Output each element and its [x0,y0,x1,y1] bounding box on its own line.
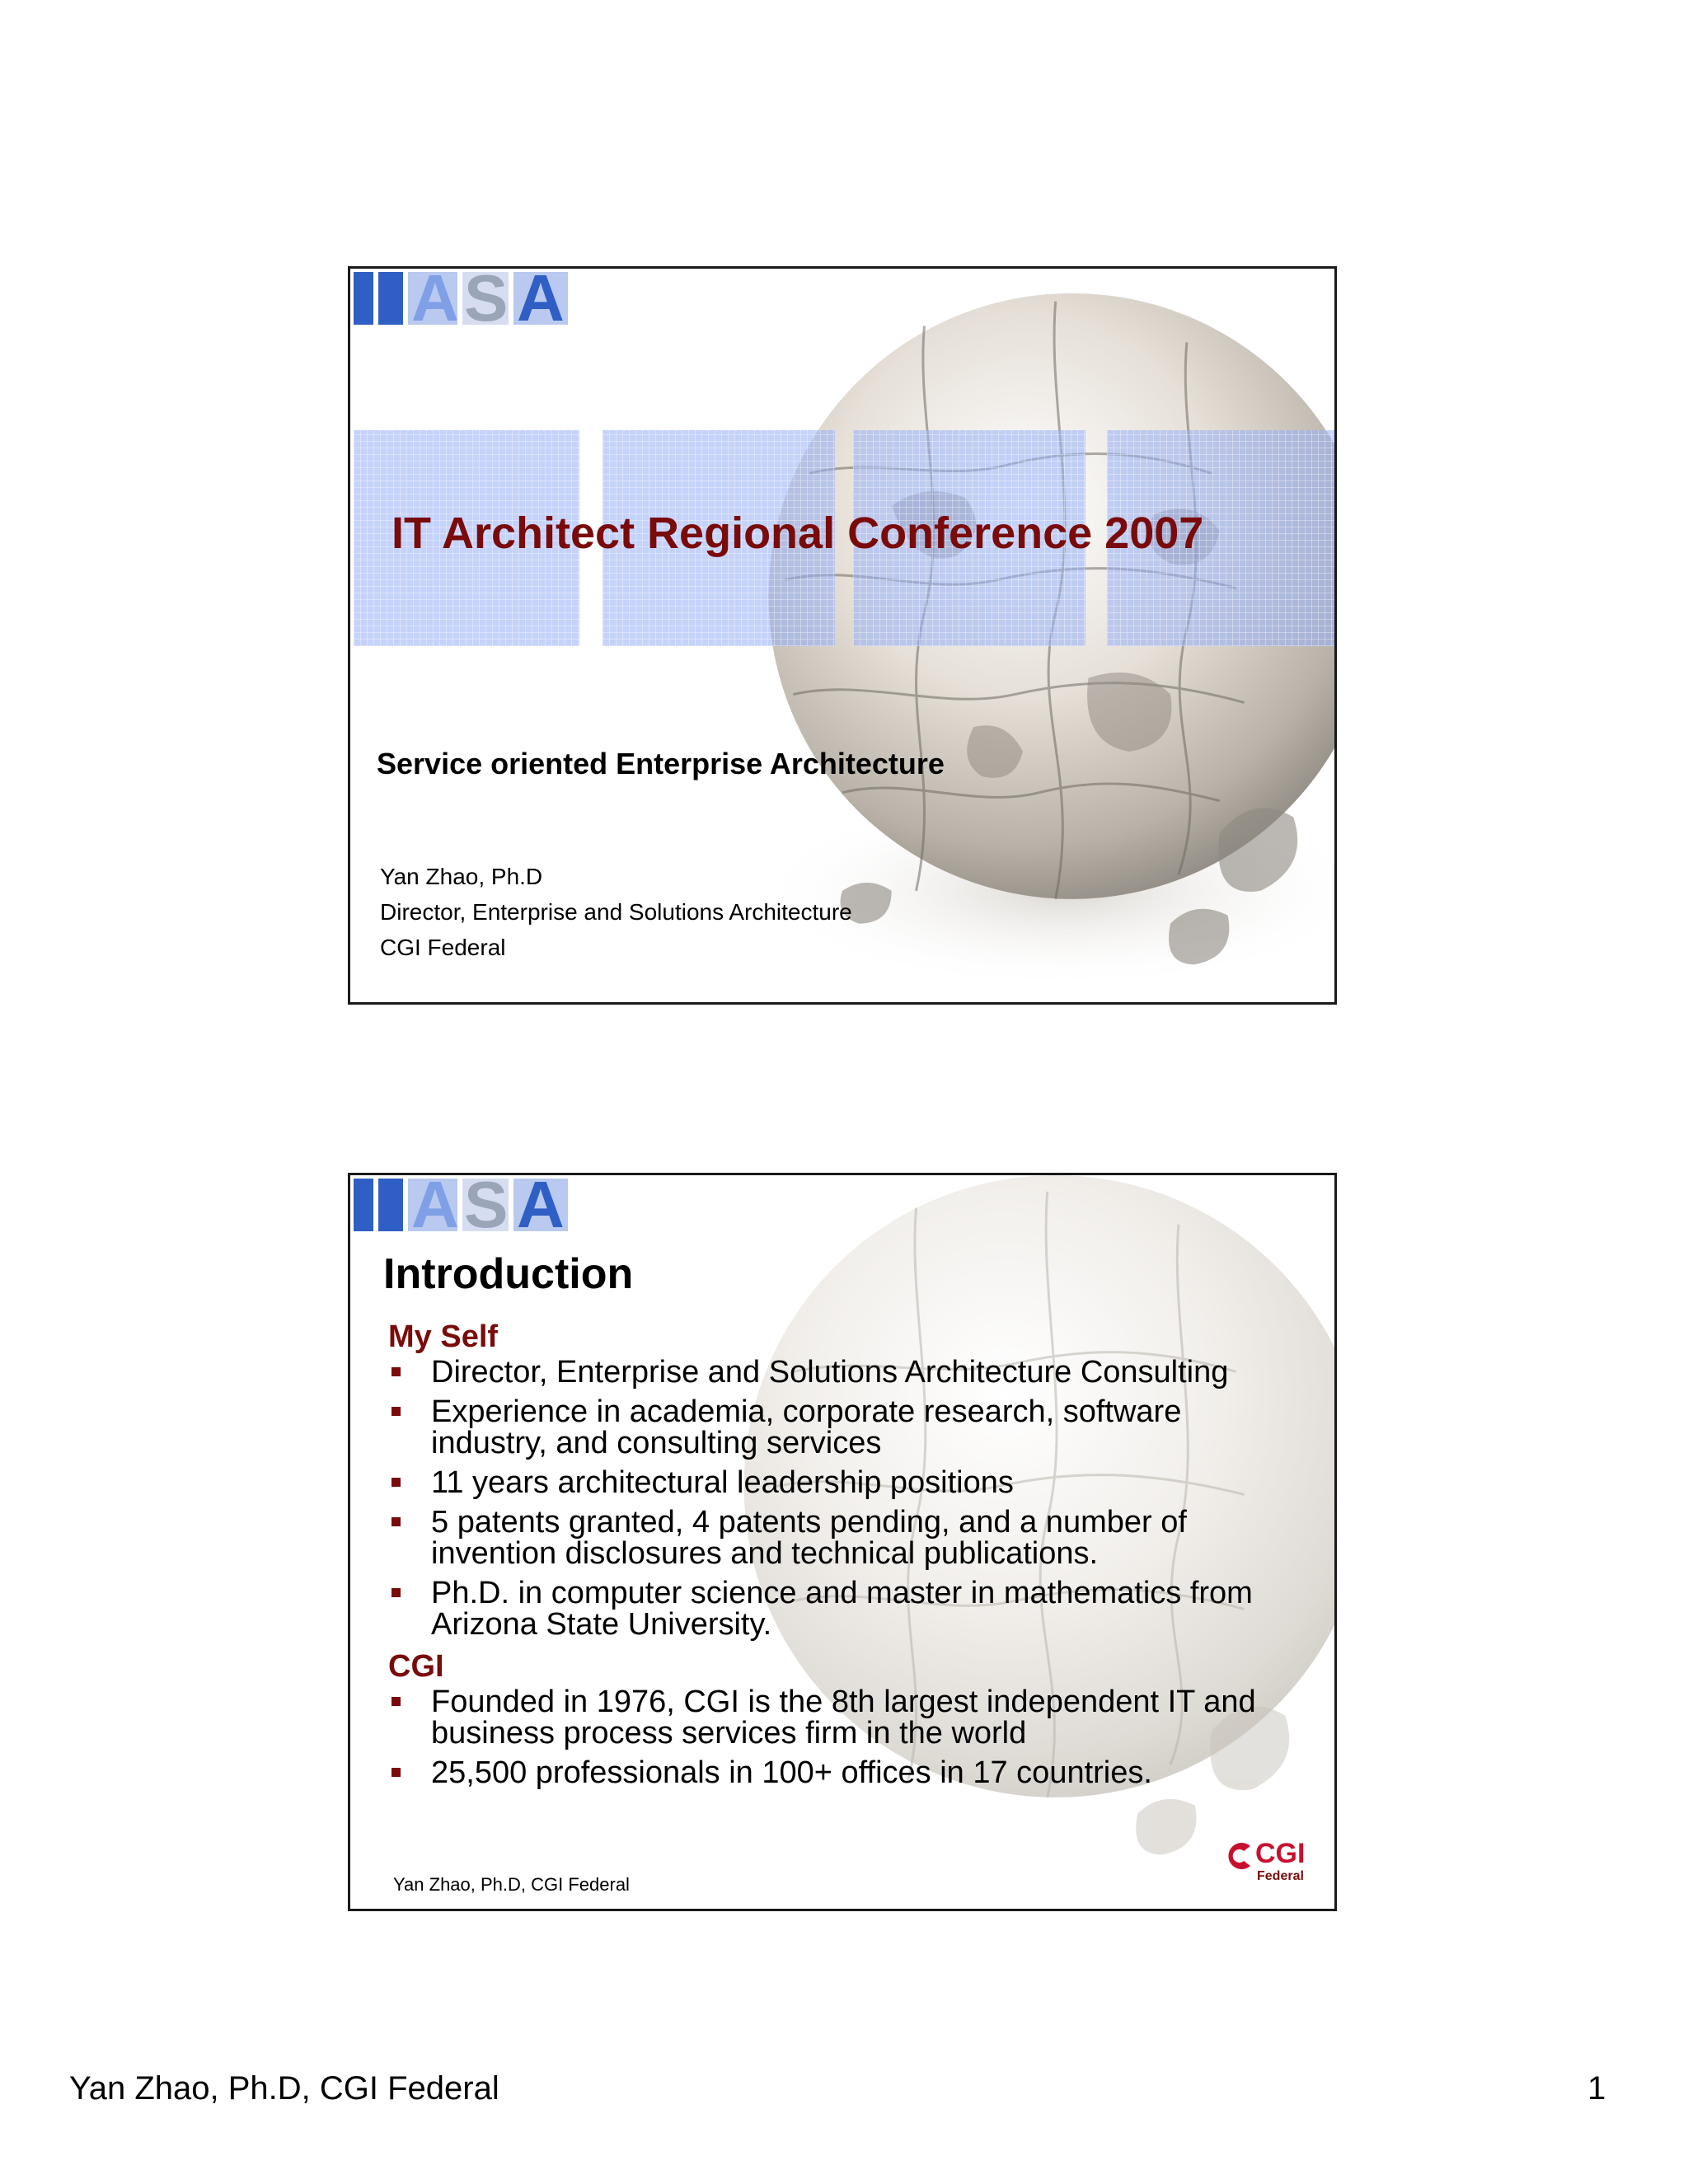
cgi-federal-logo [1222,1831,1313,1891]
logo-letter-a: A [411,266,459,335]
bullet-icon [392,1407,401,1416]
list-item-text: Experience in academia, corporate research, software industry, and consulting services [431,1394,1182,1460]
slide-body [388,1319,1303,1797]
list-item-text: Ph.D. in computer science and master in mathematics from Arizona State University. [431,1576,1253,1642]
cgi-logo-text: CGI [1255,1838,1306,1869]
bullet-icon [392,1697,401,1706]
bullet-icon [392,1517,401,1526]
list-item-text: Founded in 1976, CGI is the 8th largest independent IT and business process services firm in the world [431,1685,1256,1750]
slide-title: Introduction [383,1250,634,1298]
slide-title: IT Architect Regional Conference 2007 [392,509,1204,558]
list-item [388,1467,1303,1498]
list-item [388,1357,1303,1388]
section-heading-cgi: CGI [388,1649,444,1684]
bullet-icon [392,1478,401,1487]
list-item [388,1577,1303,1640]
introduction-slide [348,1173,1337,1911]
iasa-logo [354,266,576,335]
logo-letter-s: S [464,266,509,335]
section-heading-myself: My Self [388,1319,499,1354]
list-item-text: Director, Enterprise and Solutions Architecture Consulting [431,1355,1229,1390]
iasa-logo [354,1173,576,1241]
list-item-text: 25,500 professionals in 100+ offices in 17 countries. [431,1755,1152,1790]
logo-letter-a: A [411,1173,459,1241]
bullet-list-cgi [388,1686,1303,1788]
list-item [388,1757,1303,1788]
list-item-text: 11 years architectural leadership positions [431,1465,1014,1500]
author-name: Yan Zhao, Ph.D [380,864,543,889]
title-slide [348,266,1337,1005]
list-item [388,1686,1303,1749]
author-company: CGI Federal [380,935,506,960]
logo-letter-a2: A [517,1173,565,1241]
list-item [388,1396,1303,1459]
list-item [388,1507,1303,1569]
bullet-icon [392,1367,401,1376]
logo-letter-a2: A [517,266,565,335]
author-block [380,859,852,965]
logo-letter-s: S [464,1173,509,1241]
slide-subtitle: Service oriented Enterprise Architecture [377,747,945,780]
bullet-icon [392,1588,401,1597]
page-number: 1 [1587,2070,1606,2107]
page-footer-author: Yan Zhao, Ph.D, CGI Federal [69,2070,499,2107]
bullet-icon [392,1768,401,1777]
bullet-list-myself [388,1357,1303,1640]
slide-footer: Yan Zhao, Ph.D, CGI Federal [393,1874,630,1895]
cgi-logo-subtext: Federal [1257,1869,1304,1883]
cgi-mark-icon [1222,1840,1255,1872]
author-role: Director, Enterprise and Solutions Architecture [380,899,852,925]
list-item-text: 5 patents granted, 4 patents pending, and a number of invention disclosures and technical publications. [431,1505,1187,1571]
